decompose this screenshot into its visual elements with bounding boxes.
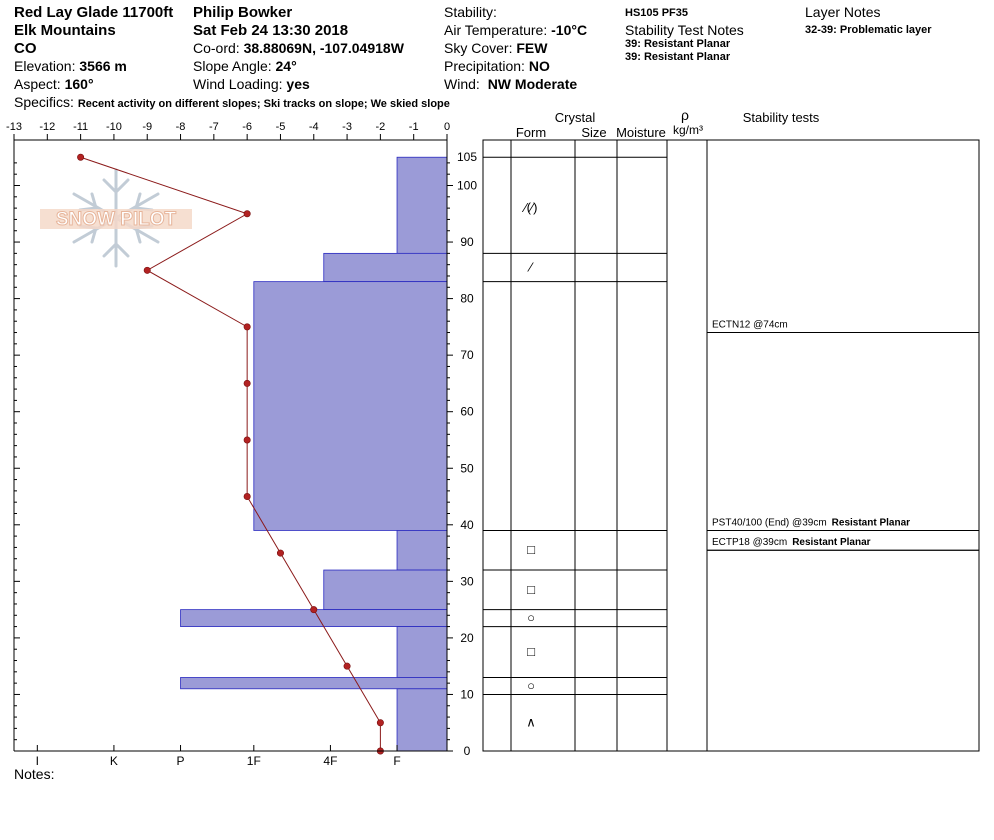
snowpilot-watermark [40,170,192,266]
temp-tick-label: -3 [342,121,352,133]
temp-tick-label: -2 [375,121,386,133]
hardness-label: I [35,754,39,768]
grain-symbol: ○ [527,677,535,693]
hardness-label: 1F [246,754,261,768]
density-unit: kg/m³ [673,123,703,137]
depth-tick-label: 100 [456,178,478,193]
specifics-label: Specifics: [14,94,74,110]
stability-test-name: ECTN12 @74cm [712,319,788,331]
temperature-point [244,380,250,386]
depth-tick-label: 105 [456,150,478,165]
hardness-bar [181,677,447,688]
stability-test-desc: Resistant Planar [831,517,911,529]
observer: Philip Bowker [193,4,293,21]
depth-tick-label: 40 [460,517,474,532]
hardness-bar [254,282,447,531]
state: CO [14,40,37,57]
temp-tick-label: 0 [443,121,451,133]
depth-tick-label: 90 [460,235,474,250]
depth-tick-label: 0 [463,744,471,758]
stability-test-name: ECTP18 @39cm [712,537,788,549]
sky-label: Sky Cover: [444,40,513,56]
temperature-point [144,267,150,273]
coord-value: 38.88069N, -107.04918W [243,40,404,56]
sky-value: FEW [516,40,548,56]
hardness-bar [324,253,447,281]
layer-notes-title: Layer Notes [805,4,881,20]
stability-tests-list [707,320,979,551]
temperature-axis [6,121,450,140]
temperature-point [344,663,350,669]
stability-test-label [712,517,910,528]
notes-label: Notes: [14,766,55,782]
depth-tick-label: 80 [460,291,474,306]
depth-tick-label: 70 [460,348,474,363]
aspect-label: Aspect: [14,76,61,92]
hardness-label: 4F [323,754,338,768]
temp-tick-label: -11 [73,121,89,133]
hardness-bar [397,689,447,751]
elevation-label: Elevation: [14,58,76,74]
watermark-text: SNOW PILOT [55,209,177,230]
temp-tick-label: -9 [142,121,153,133]
observation-datetime: Sat Feb 24 13:30 2018 [193,22,349,39]
air-temp-value: -10°C [551,22,588,38]
hardness-bars [181,157,447,751]
layer-note: 32-39: Problematic layer [805,24,932,36]
temperature-point [244,211,250,217]
stability-note-2: 39: Resistant Planar [625,51,731,63]
hardness-bar [397,157,447,253]
temperature-point [377,720,383,726]
stability-test-name: PST40/100 (End) @39cm [712,517,827,529]
grain-symbol: □ [527,644,535,660]
hs-pf: HS105 PF35 [625,7,688,19]
grain-symbol: ⁄(⁄) [524,200,538,216]
temp-tick-label: -8 [175,121,186,133]
temperature-point [244,437,250,443]
stability-note-1: 39: Resistant Planar [625,38,731,50]
temperature-point [311,606,317,612]
precip-value: NO [528,58,550,74]
hardness-bar [397,627,447,678]
stability-test-desc: Resistant Planar [792,537,871,549]
grain-symbol: ⁄ [529,259,533,275]
wind-label: Wind: [444,76,480,92]
moisture-header: Moisture [616,125,666,140]
hardness-bar [397,530,447,570]
slope-label: Slope Angle: [193,58,272,74]
depth-tick-label: 10 [460,687,474,702]
size-header: Size [581,125,607,140]
specifics-value: Recent activity on different slopes; Ski tracks on slope; We skied slope [77,98,450,110]
hardness-label: K [109,754,118,768]
stability-test-label [712,537,871,548]
depth-tick-label: 20 [460,630,474,645]
elevation-value: 3566 m [79,58,127,74]
grain-symbol: □ [527,542,535,558]
grain-symbol: □ [527,581,535,597]
temperature-point [244,324,250,330]
hardness-label: F [393,754,401,768]
depth-tick-label: 50 [460,461,474,476]
site-name: Red Lay Glade 11700ft [14,4,174,21]
air-temp-label: Air Temperature: [444,22,548,38]
depth-tick-label: 30 [460,574,474,589]
grain-symbol: ○ [527,610,535,626]
grain-forms [522,200,538,730]
stability-test-label [712,320,788,331]
stability-test-notes-title: Stability Test Notes [625,22,744,38]
temperature-point [77,154,83,160]
grain-symbol: ∧ [526,714,536,730]
temp-tick-label: -10 [105,121,122,133]
temp-tick-label: -4 [308,121,319,133]
crystal-header: Crystal [554,110,596,125]
precip-label: Precipitation: [444,58,525,74]
temp-tick-label: -1 [408,121,419,133]
temperature-point [277,550,283,556]
hardness-axis [36,745,401,768]
hardness-label: P [176,754,185,768]
wind-value: NW Moderate [487,76,578,92]
wind-loading-label: Wind Loading: [193,76,283,92]
temp-tick-label: -13 [6,121,22,133]
stability-tests-header: Stability tests [742,110,820,125]
form-header: Form [515,125,547,140]
density-symbol: ρ [681,107,689,123]
depth-tick-label: 60 [460,404,474,419]
temp-tick-label: -7 [208,121,219,133]
layer-table [483,107,979,751]
temperature-point [244,493,250,499]
aspect-value: 160° [64,76,94,92]
temp-tick-label: -6 [242,121,253,133]
mountain-range: Elk Mountains [14,22,116,39]
hardness-bar [324,570,447,610]
temp-tick-label: -12 [39,121,56,133]
slope-value: 24° [275,58,297,74]
stability-label: Stability: [444,4,497,20]
wind-loading-value: yes [286,76,310,92]
temp-tick-label: -5 [275,121,286,133]
coord-label: Co-ord: [193,40,240,56]
